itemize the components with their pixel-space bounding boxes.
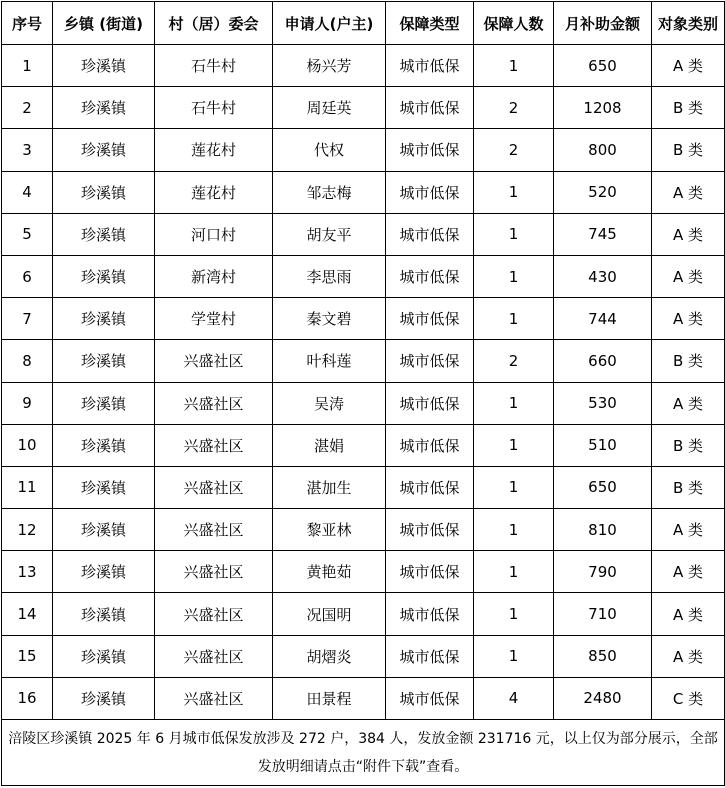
cell-count: 1 <box>474 466 554 508</box>
cell-category: A 类 <box>652 171 725 213</box>
cell-village: 兴盛社区 <box>155 466 273 508</box>
cell-type: 城市低保 <box>386 635 474 677</box>
cell-count: 1 <box>474 509 554 551</box>
cell-village: 学堂村 <box>155 298 273 340</box>
cell-town: 珍溪镇 <box>53 87 155 129</box>
cell-amount: 510 <box>554 424 652 466</box>
cell-count: 1 <box>474 255 554 297</box>
header-seq: 序号 <box>2 2 53 45</box>
cell-applicant: 况国明 <box>273 593 386 635</box>
cell-amount: 800 <box>554 129 652 171</box>
table-body <box>2 45 725 720</box>
cell-category: A 类 <box>652 635 725 677</box>
cell-count: 4 <box>474 677 554 719</box>
cell-seq: 10 <box>2 424 53 466</box>
table-row <box>2 635 725 677</box>
table-row <box>2 466 725 508</box>
cell-category: A 类 <box>652 551 725 593</box>
cell-seq: 12 <box>2 509 53 551</box>
header-category: 对象类别 <box>652 2 725 45</box>
cell-type: 城市低保 <box>386 593 474 635</box>
cell-seq: 16 <box>2 677 53 719</box>
cell-count: 1 <box>474 45 554 87</box>
cell-village: 兴盛社区 <box>155 424 273 466</box>
cell-village: 兴盛社区 <box>155 509 273 551</box>
cell-count: 1 <box>474 213 554 255</box>
cell-seq: 13 <box>2 551 53 593</box>
cell-applicant: 胡熠炎 <box>273 635 386 677</box>
cell-type: 城市低保 <box>386 424 474 466</box>
cell-count: 1 <box>474 635 554 677</box>
cell-town: 珍溪镇 <box>53 424 155 466</box>
cell-seq: 15 <box>2 635 53 677</box>
header-amount: 月补助金额 <box>554 2 652 45</box>
cell-seq: 6 <box>2 255 53 297</box>
cell-village: 兴盛社区 <box>155 382 273 424</box>
table-row <box>2 340 725 382</box>
table-row <box>2 677 725 719</box>
cell-amount: 850 <box>554 635 652 677</box>
cell-type: 城市低保 <box>386 677 474 719</box>
cell-type: 城市低保 <box>386 298 474 340</box>
cell-applicant: 代权 <box>273 129 386 171</box>
cell-village: 莲花村 <box>155 129 273 171</box>
cell-count: 2 <box>474 340 554 382</box>
cell-village: 石牛村 <box>155 45 273 87</box>
cell-amount: 745 <box>554 213 652 255</box>
cell-town: 珍溪镇 <box>53 171 155 213</box>
cell-town: 珍溪镇 <box>53 677 155 719</box>
cell-amount: 810 <box>554 509 652 551</box>
cell-category: A 类 <box>652 509 725 551</box>
cell-category: C 类 <box>652 677 725 719</box>
cell-village: 石牛村 <box>155 87 273 129</box>
cell-applicant: 吴涛 <box>273 382 386 424</box>
cell-count: 1 <box>474 171 554 213</box>
cell-category: A 类 <box>652 255 725 297</box>
cell-category: B 类 <box>652 129 725 171</box>
header-town: 乡镇 (街道) <box>53 2 155 45</box>
cell-town: 珍溪镇 <box>53 298 155 340</box>
cell-applicant: 李思雨 <box>273 255 386 297</box>
cell-category: A 类 <box>652 382 725 424</box>
table-row <box>2 424 725 466</box>
cell-town: 珍溪镇 <box>53 509 155 551</box>
table-row <box>2 129 725 171</box>
cell-count: 1 <box>474 593 554 635</box>
table-row <box>2 551 725 593</box>
cell-amount: 660 <box>554 340 652 382</box>
cell-type: 城市低保 <box>386 255 474 297</box>
cell-village: 兴盛社区 <box>155 635 273 677</box>
cell-type: 城市低保 <box>386 340 474 382</box>
cell-town: 珍溪镇 <box>53 129 155 171</box>
cell-applicant: 田景程 <box>273 677 386 719</box>
table-row <box>2 171 725 213</box>
cell-type: 城市低保 <box>386 129 474 171</box>
header-type: 保障类型 <box>386 2 474 45</box>
cell-village: 河口村 <box>155 213 273 255</box>
header-count: 保障人数 <box>474 2 554 45</box>
cell-amount: 790 <box>554 551 652 593</box>
table-row <box>2 87 725 129</box>
cell-type: 城市低保 <box>386 466 474 508</box>
cell-town: 珍溪镇 <box>53 213 155 255</box>
table-row <box>2 382 725 424</box>
cell-village: 兴盛社区 <box>155 677 273 719</box>
cell-town: 珍溪镇 <box>53 45 155 87</box>
note-row <box>2 720 725 786</box>
cell-seq: 1 <box>2 45 53 87</box>
cell-amount: 2480 <box>554 677 652 719</box>
cell-type: 城市低保 <box>386 87 474 129</box>
cell-category: B 类 <box>652 340 725 382</box>
cell-applicant: 黎亚林 <box>273 509 386 551</box>
cell-seq: 8 <box>2 340 53 382</box>
cell-category: A 类 <box>652 298 725 340</box>
cell-amount: 744 <box>554 298 652 340</box>
cell-town: 珍溪镇 <box>53 340 155 382</box>
cell-amount: 520 <box>554 171 652 213</box>
cell-village: 兴盛社区 <box>155 551 273 593</box>
cell-type: 城市低保 <box>386 382 474 424</box>
cell-count: 1 <box>474 551 554 593</box>
cell-applicant: 邹志梅 <box>273 171 386 213</box>
cell-seq: 5 <box>2 213 53 255</box>
table-header-row <box>2 2 725 45</box>
cell-amount: 430 <box>554 255 652 297</box>
cell-amount: 1208 <box>554 87 652 129</box>
cell-applicant: 胡友平 <box>273 213 386 255</box>
cell-type: 城市低保 <box>386 171 474 213</box>
cell-applicant: 周廷英 <box>273 87 386 129</box>
cell-town: 珍溪镇 <box>53 593 155 635</box>
header-applicant: 申请人(户主) <box>273 2 386 45</box>
cell-town: 珍溪镇 <box>53 551 155 593</box>
cell-category: B 类 <box>652 466 725 508</box>
cell-town: 珍溪镇 <box>53 382 155 424</box>
cell-category: B 类 <box>652 424 725 466</box>
cell-seq: 9 <box>2 382 53 424</box>
cell-town: 珍溪镇 <box>53 466 155 508</box>
cell-seq: 2 <box>2 87 53 129</box>
cell-type: 城市低保 <box>386 45 474 87</box>
cell-type: 城市低保 <box>386 551 474 593</box>
cell-category: A 类 <box>652 45 725 87</box>
cell-type: 城市低保 <box>386 213 474 255</box>
cell-count: 1 <box>474 382 554 424</box>
cell-village: 新湾村 <box>155 255 273 297</box>
cell-applicant: 秦文碧 <box>273 298 386 340</box>
table-row <box>2 509 725 551</box>
cell-applicant: 杨兴芳 <box>273 45 386 87</box>
cell-seq: 7 <box>2 298 53 340</box>
cell-count: 2 <box>474 129 554 171</box>
cell-village: 莲花村 <box>155 171 273 213</box>
cell-applicant: 黄艳茹 <box>273 551 386 593</box>
cell-amount: 650 <box>554 466 652 508</box>
header-village: 村（居）委会 <box>155 2 273 45</box>
cell-applicant: 叶科莲 <box>273 340 386 382</box>
cell-town: 珍溪镇 <box>53 255 155 297</box>
assistance-table-container <box>1 1 724 786</box>
cell-seq: 3 <box>2 129 53 171</box>
cell-amount: 530 <box>554 382 652 424</box>
note-text: 涪陵区珍溪镇 2025 年 6 月城市低保发放涉及 272 户，384 人，发放金额 231716 元，以上仅为部分展示，全部发放明细请点击“附件下载”查看。 <box>2 720 725 786</box>
cell-type: 城市低保 <box>386 509 474 551</box>
cell-applicant: 湛娟 <box>273 424 386 466</box>
cell-count: 1 <box>474 298 554 340</box>
cell-amount: 650 <box>554 45 652 87</box>
assistance-table <box>1 1 725 786</box>
table-row <box>2 45 725 87</box>
table-row <box>2 298 725 340</box>
cell-town: 珍溪镇 <box>53 635 155 677</box>
cell-count: 2 <box>474 87 554 129</box>
table-row <box>2 255 725 297</box>
cell-amount: 710 <box>554 593 652 635</box>
cell-seq: 11 <box>2 466 53 508</box>
table-row <box>2 213 725 255</box>
cell-category: B 类 <box>652 87 725 129</box>
cell-village: 兴盛社区 <box>155 340 273 382</box>
cell-seq: 14 <box>2 593 53 635</box>
cell-category: A 类 <box>652 593 725 635</box>
table-row <box>2 593 725 635</box>
cell-applicant: 湛加生 <box>273 466 386 508</box>
cell-village: 兴盛社区 <box>155 593 273 635</box>
cell-category: A 类 <box>652 213 725 255</box>
cell-count: 1 <box>474 424 554 466</box>
cell-seq: 4 <box>2 171 53 213</box>
